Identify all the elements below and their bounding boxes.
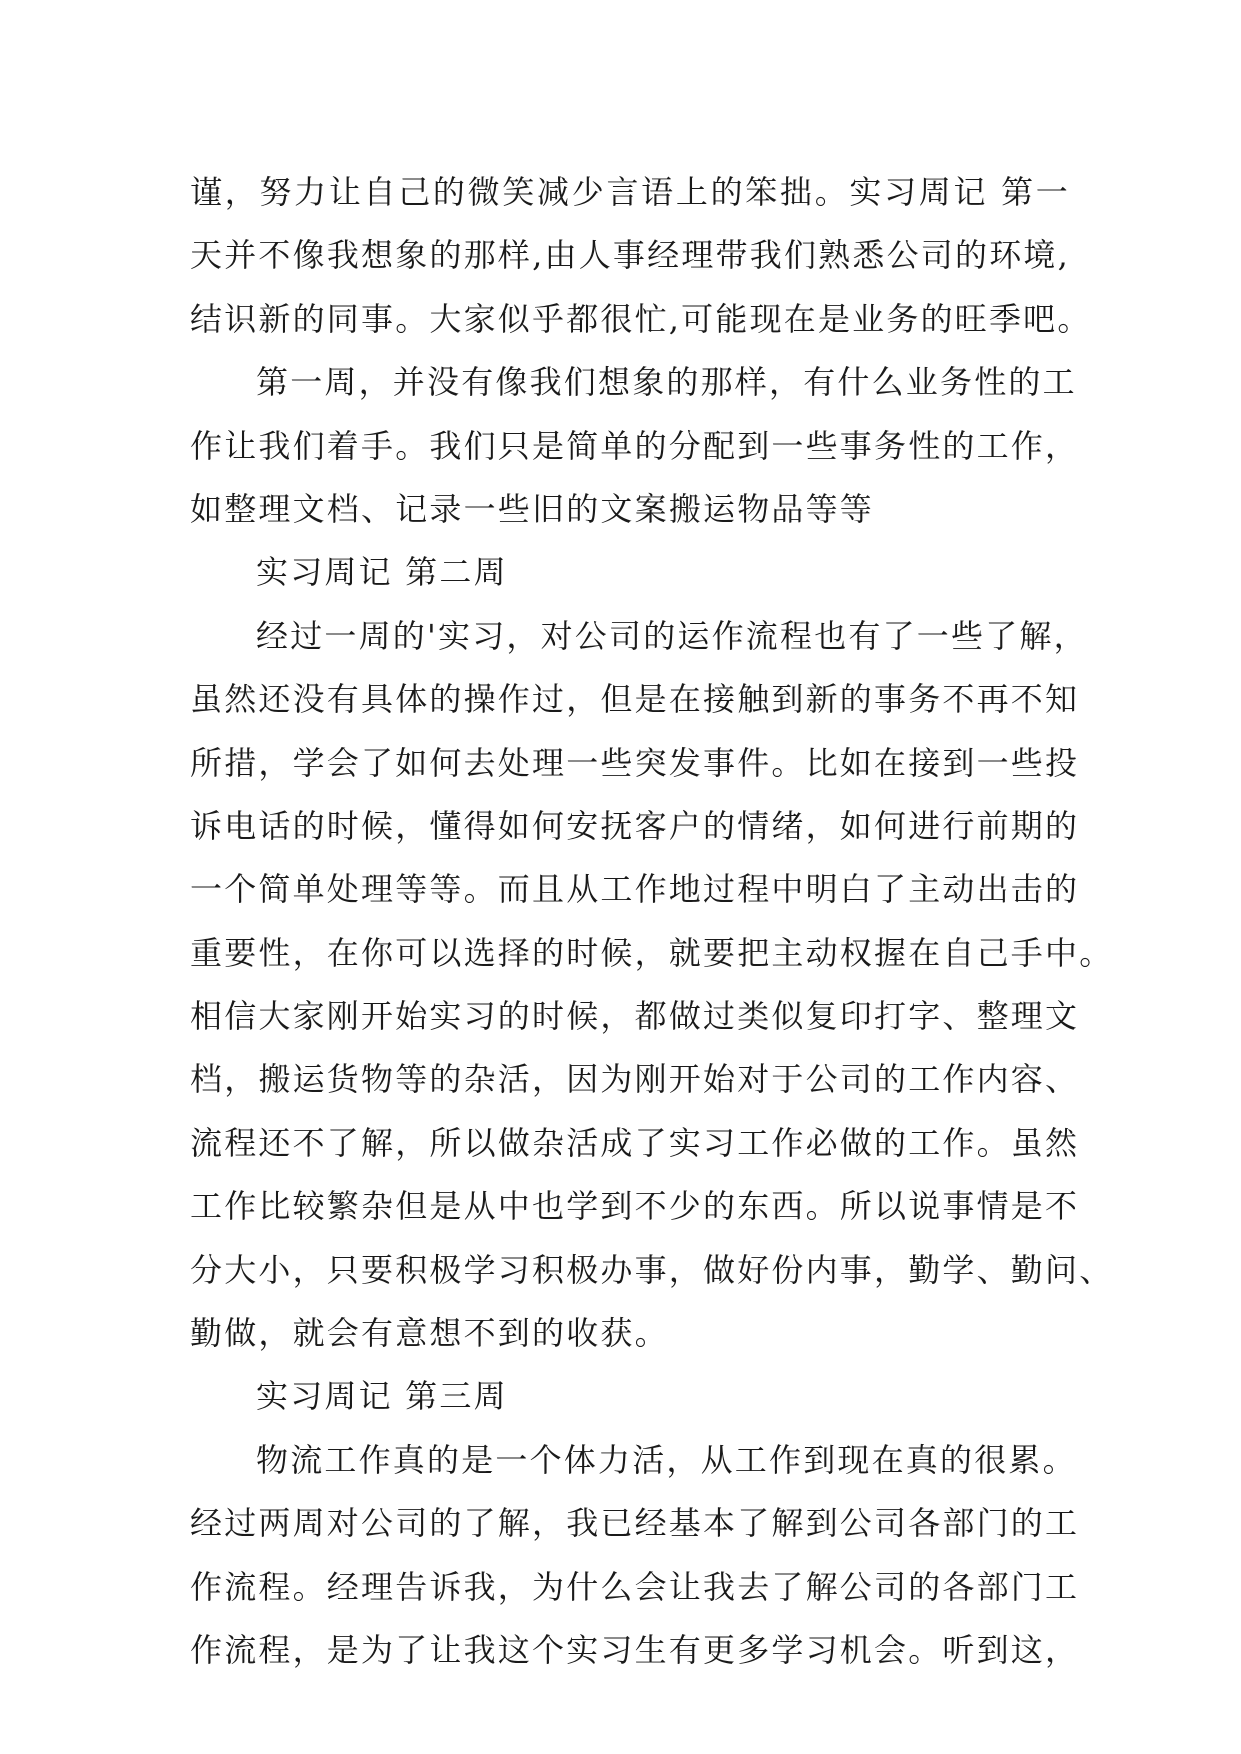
- text-line: 流程还不了解，所以做杂活成了实习工作必做的工作。虽然: [190, 1123, 1080, 1162]
- paragraph-first-line: 第一周，并没有像我们想象的那样，有什么业务性的工: [256, 363, 1077, 402]
- text-line: 相信大家刚开始实习的时候，都做过类似复印打字、整理文: [190, 997, 1080, 1036]
- text-line: 重要性，在你可以选择的时候，就要把主动权握在自己手中。: [190, 933, 1114, 972]
- paragraph-first-line: 经过一周的'实习，对公司的运作流程也有了一些了解，: [256, 616, 1088, 655]
- text-line: 天并不像我想象的那样,由人事经理带我们熟悉公司的环境,: [190, 236, 1070, 275]
- text-line: 所措，学会了如何去处理一些突发事件。比如在接到一些投: [190, 743, 1080, 782]
- text-line: 经过两周对公司的了解，我已经基本了解到公司各部门的工: [190, 1504, 1080, 1543]
- text-line: 结识新的同事。大家似乎都很忙,可能现在是业务的旺季吧。: [190, 299, 1092, 338]
- text-line: 谨，努力让自己的微笑减少言语上的笨拙。实习周记 第一: [190, 173, 1070, 211]
- text-line: 分大小，只要积极学习积极办事，做好份内事，勤学、勤问、: [190, 1250, 1114, 1289]
- paragraph-first-line: 物流工作真的是一个体力活，从工作到现在真的很累。: [256, 1440, 1077, 1479]
- text-line: 工作比较繁杂但是从中也学到不少的东西。所以说事情是不: [190, 1187, 1080, 1226]
- text-line: 诉电话的时候，懂得如何安抚客户的情绪，如何进行前期的: [190, 806, 1080, 845]
- text-line: 如整理文档、记录一些旧的文案搬运物品等等: [190, 489, 875, 528]
- text-line: 勤做，就会有意想不到的收获。: [190, 1314, 669, 1353]
- document-body: [190, 161, 1114, 1682]
- text-line: 作流程，是为了让我这个实习生有更多学习机会。听到这，: [190, 1630, 1080, 1669]
- section-heading: 实习周记 第二周: [256, 553, 508, 592]
- section-heading: 实习周记 第三周: [256, 1377, 508, 1416]
- text-line: 虽然还没有具体的操作过，但是在接触到新的事务不再不知: [190, 680, 1080, 719]
- text-line: 作流程。经理告诉我，为什么会让我去了解公司的各部门工: [190, 1567, 1080, 1606]
- text-line: 一个简单处理等等。而且从工作地过程中明白了主动出击的: [190, 870, 1080, 909]
- text-line: 档，搬运货物等的杂活，因为刚开始对于公司的工作内容、: [190, 1060, 1080, 1099]
- text-line: 作让我们着手。我们只是简单的分配到一些事务性的工作，: [190, 426, 1080, 465]
